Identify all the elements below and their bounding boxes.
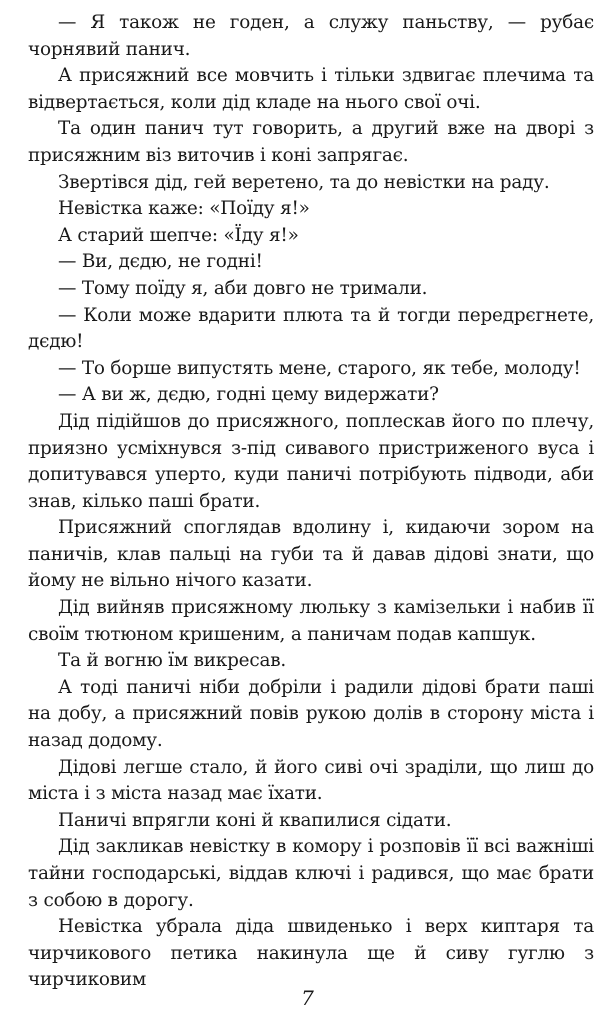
paragraph: А присяжний все мовчить і тільки здвигає плечима та відвертається, коли дід кладе на нього свої очі. xyxy=(28,65,594,113)
paragraph: — А ви ж, дєдю, годні цему видержати? xyxy=(58,384,439,406)
paragraph: Паничі впрягли коні й квапилися сідати. xyxy=(58,809,452,831)
paragraph: Невістка каже: «Поїду я!» xyxy=(58,198,310,220)
paragraph: Дідові легше стало, й його сиві очі зраділи, що лиш до міста і з міста назад має їхати. xyxy=(28,756,594,805)
paragraph: Присяжний споглядав вдолину і, кидаючи зором на паничів, клав пальці на губи та й давав дідові знати, що йому не вільно нічого казати. xyxy=(28,517,594,592)
paragraph: — Тому поїду я, аби довго не тримали. xyxy=(58,277,428,299)
paragraph: Та й вогню їм викресав. xyxy=(58,650,287,672)
paragraph: Дід закликав невістку в комору і розповів її всі важніші тайни господарські, віддав ключі і радився, що має брати з собою в дорогу. xyxy=(28,836,594,911)
page-body xyxy=(28,10,594,994)
paragraph: А старий шепче: «Їду я!» xyxy=(58,224,299,246)
paragraph: Звертівся дід, гей веретено, та до невістки на раду. xyxy=(58,171,550,193)
paragraph: Невістка убрала діда швиденько і верх киптаря та чирчикового петика накинула ще й сиву гуглю з чирчиковим xyxy=(28,916,594,991)
paragraph: Та один панич тут говорить, а другий вже на дворі з присяжним віз виточив і коні запрягає. xyxy=(28,118,594,166)
paragraph: Дід вийняв присяжному люльку з камізельки і набив її своїм тютюном кришеним, а паничам подав капшук. xyxy=(28,597,594,645)
paragraph: Дід підійшов до присяжного, поплескав його по плечу, приязно усміхнувся з-під сивавого пристриженого вуса і допитувався уперто, куди паничі потрібують підводи, аби знав, кілько паші брати. xyxy=(28,410,594,512)
paragraph: А тоді паничі ніби добріли і радили дідові брати паші на добу, а присяжний повів рукою долів в сторону міста і назад додому. xyxy=(28,676,594,752)
paragraph: — Ви, дєдю, не годні! xyxy=(58,251,263,273)
paragraph: — Коли може вдарити плюта та й тогди передрєгнете, дєдю! xyxy=(28,304,594,353)
paragraph: — Я також не годен, а служу паньству, — рубає чорнявий панич. xyxy=(28,12,594,60)
paragraph: — То борше випустять мене, старого, як тебе, молоду! xyxy=(58,357,581,379)
page-number: 7 xyxy=(301,986,314,1010)
